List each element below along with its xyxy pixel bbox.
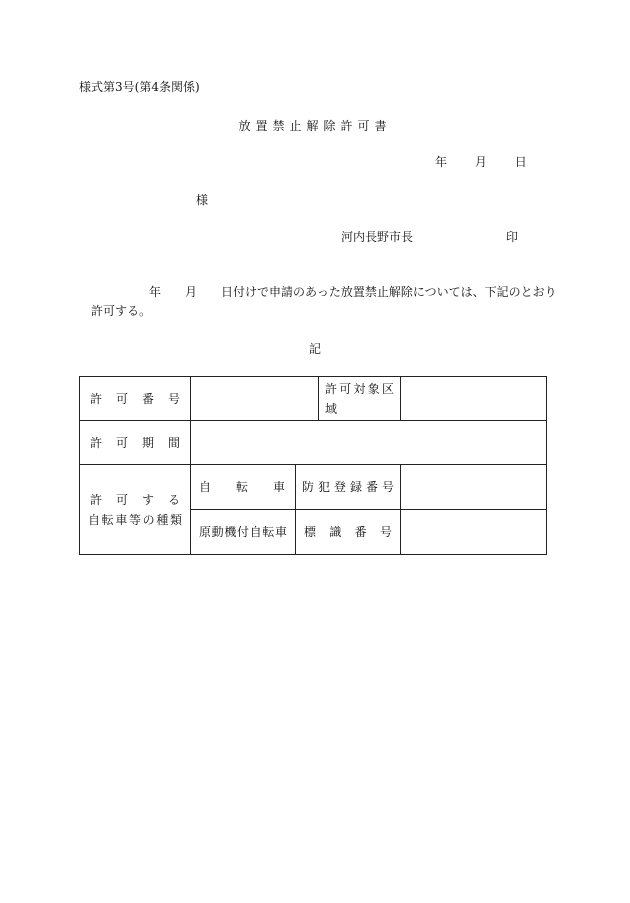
seal-mark: 印 bbox=[506, 230, 519, 244]
permit-period-value bbox=[191, 421, 547, 465]
permit-number-label-cell bbox=[80, 377, 191, 421]
vehicle-type-label-cell bbox=[80, 465, 191, 555]
moped-reg-value bbox=[401, 510, 547, 555]
bicycle-reg-label-cell bbox=[296, 465, 401, 510]
date-year-label: 年 bbox=[435, 155, 448, 169]
moped-reg-label: 標識番号 bbox=[304, 525, 392, 539]
document-title: 放置禁止解除許可書 bbox=[238, 119, 392, 133]
permit-period-label-cell bbox=[80, 421, 191, 465]
recipient-suffix: 様 bbox=[196, 193, 209, 207]
issuer-name: 河内長野市長 bbox=[341, 230, 414, 244]
permit-number-value bbox=[191, 377, 319, 421]
target-area-label-cell bbox=[319, 377, 401, 421]
table-row-bicycle bbox=[80, 465, 547, 510]
form-number: 様式第3号(第4条関係) bbox=[79, 80, 200, 94]
body-text-line-1: 年 月 日付けで申請のあった放置禁止解除については、下記のとおり bbox=[149, 285, 557, 299]
vehicle-type-label-line1: 許可する bbox=[90, 492, 180, 507]
permit-info-table bbox=[79, 376, 547, 555]
body-text-line-2: 許可する。 bbox=[91, 304, 152, 318]
bicycle-label-cell bbox=[191, 465, 296, 510]
target-area-value bbox=[401, 377, 547, 421]
vehicle-type-label-line2: 自転車等の種類 bbox=[88, 512, 182, 527]
date-month-label: 月 bbox=[474, 155, 487, 169]
bicycle-label: 自転車 bbox=[199, 480, 285, 494]
moped-reg-label-cell bbox=[296, 510, 401, 555]
bicycle-reg-value bbox=[401, 465, 547, 510]
permit-period-label: 許可期間 bbox=[90, 435, 180, 450]
moped-label-cell bbox=[191, 510, 296, 555]
ki-heading: 記 bbox=[308, 342, 321, 356]
bicycle-reg-label: 防犯登録番号 bbox=[302, 480, 394, 494]
permit-number-label: 許可番号 bbox=[90, 391, 180, 406]
issue-date bbox=[435, 155, 527, 169]
table-row-permit-number bbox=[80, 377, 547, 421]
table-row-permit-period bbox=[80, 421, 547, 465]
target-area-label: 許可対象区域 bbox=[325, 381, 394, 416]
moped-label: 原動機付自転車 bbox=[199, 525, 287, 539]
date-day-label: 日 bbox=[514, 155, 527, 169]
